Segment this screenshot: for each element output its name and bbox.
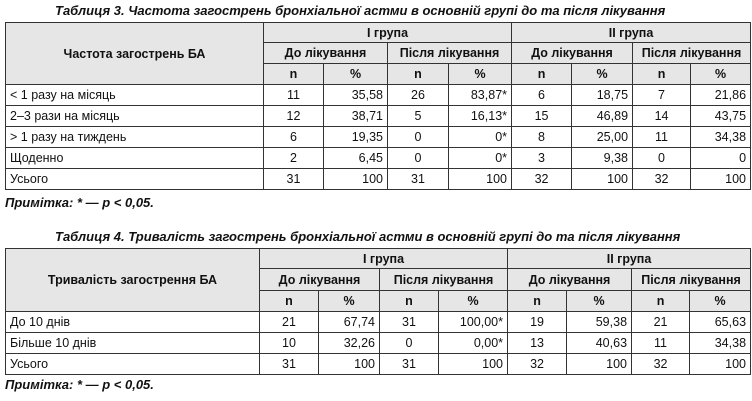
table-cell: 32	[632, 354, 690, 375]
table-cell: 32	[508, 354, 567, 375]
table-cell: 14	[633, 106, 691, 127]
table-cell: 12	[264, 106, 324, 127]
table-cell: 10	[260, 333, 319, 354]
table4-caption: Таблиця 4. Тривалість загострень бронхіальної астми в основній групі до та після лікування	[55, 229, 681, 244]
row-label: > 1 разу на тиждень	[6, 127, 264, 148]
table4-g2-after: Після лікування	[632, 269, 751, 291]
table-cell: 11	[633, 127, 691, 148]
col-pct: %	[324, 64, 388, 85]
table-row	[6, 85, 751, 106]
row-label: 2–3 рази на місяць	[6, 106, 264, 127]
table4	[5, 248, 751, 375]
table3-g1-after: Після лікування	[388, 43, 512, 64]
table-cell: 15	[512, 106, 572, 127]
table-cell: 13	[508, 333, 567, 354]
table-row	[6, 354, 751, 375]
table-cell: 100	[691, 169, 751, 190]
table-cell: 31	[380, 354, 439, 375]
table-cell: 31	[388, 169, 449, 190]
col-pct: %	[690, 291, 751, 312]
table-cell: 6	[512, 85, 572, 106]
table-cell: 65,63	[690, 312, 751, 333]
table-cell: 38,71	[324, 106, 388, 127]
row-label: До 10 днів	[6, 312, 260, 333]
table4-note: Примітка: * — p < 0,05.	[5, 377, 154, 392]
table-cell: 0	[388, 127, 449, 148]
table-cell: 35,58	[324, 85, 388, 106]
table-cell: 100	[567, 354, 632, 375]
table3-g2-before: До лікування	[512, 43, 633, 64]
table3	[5, 22, 751, 190]
col-n: n	[632, 291, 690, 312]
col-n: n	[264, 64, 324, 85]
table-cell: 25,00	[572, 127, 633, 148]
table-cell: 100	[449, 169, 512, 190]
table-cell: 3	[512, 148, 572, 169]
col-pct: %	[567, 291, 632, 312]
table-cell: 6	[264, 127, 324, 148]
col-n: n	[380, 291, 439, 312]
table-cell: 43,75	[691, 106, 751, 127]
table-cell: 19,35	[324, 127, 388, 148]
col-n: n	[633, 64, 691, 85]
col-n: n	[508, 291, 567, 312]
table-cell: 100,00*	[439, 312, 508, 333]
table-cell: 32	[633, 169, 691, 190]
table4-row-header: Тривалість загострення БА	[6, 249, 260, 312]
row-label: < 1 разу на місяць	[6, 85, 264, 106]
table-row	[6, 106, 751, 127]
table-cell: 32,26	[319, 333, 380, 354]
table-cell: 31	[380, 312, 439, 333]
table3-g1-before: До лікування	[264, 43, 388, 64]
table-cell: 0,00*	[439, 333, 508, 354]
table-cell: 0	[388, 148, 449, 169]
table-cell: 0*	[449, 148, 512, 169]
table-cell: 9,38	[572, 148, 633, 169]
table-row	[6, 148, 751, 169]
table-cell: 100	[324, 169, 388, 190]
table-cell: 0*	[449, 127, 512, 148]
table3-row-header: Частота загострень БА	[6, 23, 264, 85]
table-cell: 5	[388, 106, 449, 127]
table-cell: 21,86	[691, 85, 751, 106]
table-cell: 0	[633, 148, 691, 169]
table-cell: 46,89	[572, 106, 633, 127]
table-cell: 100	[572, 169, 633, 190]
table-cell: 11	[632, 333, 690, 354]
row-label: Усього	[6, 169, 264, 190]
col-n: n	[260, 291, 319, 312]
table4-g2-before: До лікування	[508, 269, 632, 291]
table4-g1-after: Після лікування	[380, 269, 508, 291]
table-cell: 26	[388, 85, 449, 106]
table-cell: 0	[380, 333, 439, 354]
table-cell: 6,45	[324, 148, 388, 169]
table4-body	[6, 312, 751, 375]
row-label: Більше 10 днів	[6, 333, 260, 354]
table3-body	[6, 85, 751, 190]
table-cell: 8	[512, 127, 572, 148]
table-cell: 40,63	[567, 333, 632, 354]
table4-group2-header: II група	[508, 249, 751, 269]
table-cell: 32	[512, 169, 572, 190]
table-cell: 100	[690, 354, 751, 375]
row-label: Щоденно	[6, 148, 264, 169]
table-cell: 34,38	[690, 333, 751, 354]
col-n: n	[512, 64, 572, 85]
table-cell: 7	[633, 85, 691, 106]
table-cell: 0	[691, 148, 751, 169]
col-n: n	[388, 64, 449, 85]
table-cell: 83,87*	[449, 85, 512, 106]
table4-group1-header: I група	[260, 249, 508, 269]
table-cell: 19	[508, 312, 567, 333]
col-pct: %	[439, 291, 508, 312]
table3-group2-header: II група	[512, 23, 751, 43]
table-cell: 67,74	[319, 312, 380, 333]
table-cell: 16,13*	[449, 106, 512, 127]
table-row	[6, 127, 751, 148]
table-row	[6, 169, 751, 190]
table-cell: 100	[439, 354, 508, 375]
table-cell: 59,38	[567, 312, 632, 333]
table4-g1-before: До лікування	[260, 269, 380, 291]
col-pct: %	[449, 64, 512, 85]
table3-g2-after: Після лікування	[633, 43, 751, 64]
table-cell: 21	[260, 312, 319, 333]
table3-group1-header: I група	[264, 23, 512, 43]
table-cell: 31	[260, 354, 319, 375]
table3-note: Примітка: * — p < 0,05.	[5, 195, 154, 210]
row-label: Усього	[6, 354, 260, 375]
table-cell: 100	[319, 354, 380, 375]
col-pct: %	[572, 64, 633, 85]
col-pct: %	[319, 291, 380, 312]
table-cell: 31	[264, 169, 324, 190]
table-cell: 34,38	[691, 127, 751, 148]
table3-caption: Таблиця 3. Частота загострень бронхіальної астми в основній групі до та після лікування	[55, 3, 666, 18]
table-cell: 2	[264, 148, 324, 169]
col-pct: %	[691, 64, 751, 85]
table-cell: 18,75	[572, 85, 633, 106]
table-row	[6, 333, 751, 354]
table-row	[6, 312, 751, 333]
table-cell: 21	[632, 312, 690, 333]
table-cell: 11	[264, 85, 324, 106]
